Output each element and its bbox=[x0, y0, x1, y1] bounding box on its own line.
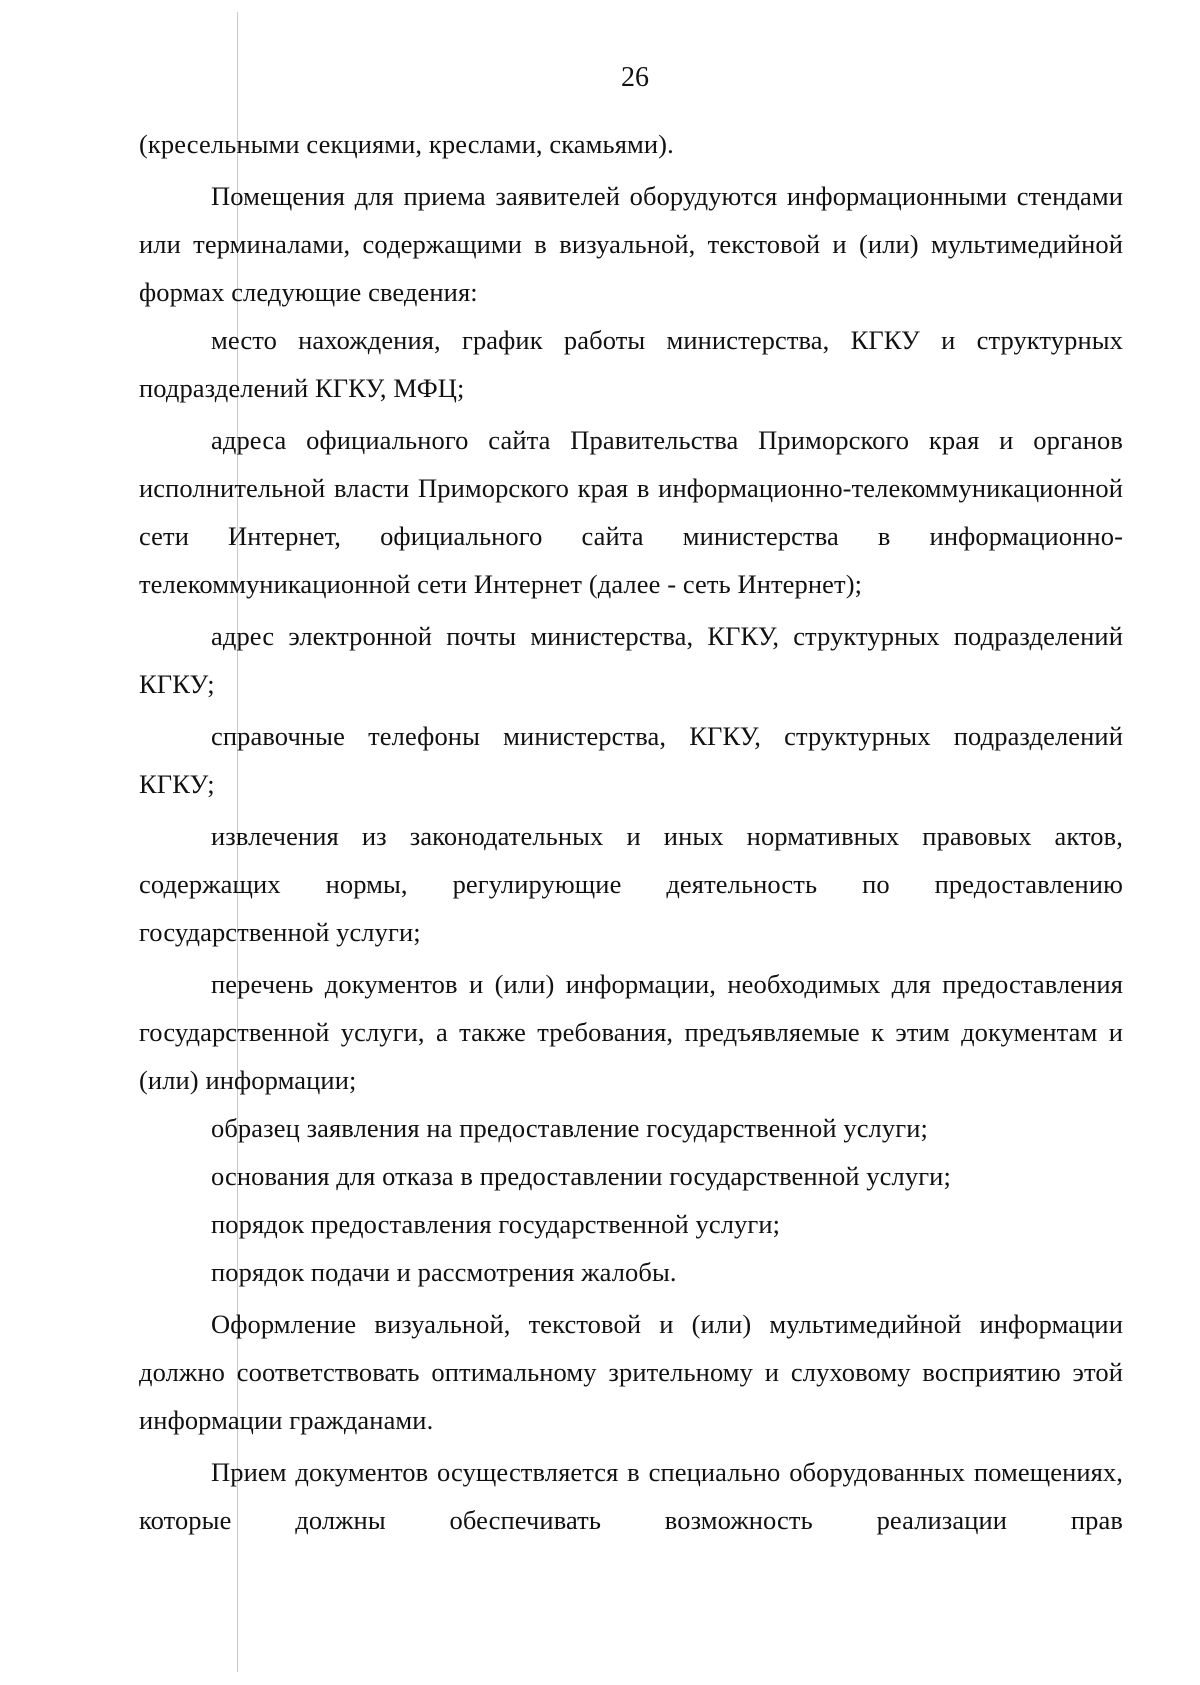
paragraph-reception: Прием документов осуществляется в специально оборудованных помещениях, которые должны обеспечивать возможность реализации прав bbox=[139, 1457, 1123, 1535]
list-item-location: место нахождения, график работы министерства, КГКУ и структурных подразделений КГКУ, МФЦ; bbox=[139, 325, 1123, 403]
list-item-websites: адреса официального сайта Правительства Приморского края и органов исполнительной власти Приморского края в информационно-телекоммуникационной сети Интернет, официального сайта министерства в информационно-телекоммуникационной сети Интернет (далее - сеть Интернет); bbox=[139, 425, 1123, 599]
paragraph-design: Оформление визуальной, текстовой и (или) мультимедийной информации должно соответствовать оптимальному зрительному и слуховому восприятию этой информации гражданами. bbox=[139, 1309, 1123, 1435]
list-item-phones: справочные телефоны министерства, КГКУ, структурных подразделений КГКУ; bbox=[139, 721, 1123, 799]
list-item-refusal-grounds: основания для отказа в предоставлении государственной услуги; bbox=[211, 1161, 951, 1191]
page-number: 26 bbox=[621, 62, 649, 93]
list-item-complaints: порядок подачи и рассмотрения жалобы. bbox=[211, 1257, 677, 1287]
list-item-documents: перечень документов и (или) информации, необходимых для предоставления государственной услуги, а также требования, предъявляемые к этим документам и (или) информации; bbox=[139, 969, 1123, 1095]
list-item-procedure: порядок предоставления государственной услуги; bbox=[211, 1209, 781, 1239]
list-item-application-sample: образец заявления на предоставление государственной услуги; bbox=[211, 1113, 928, 1143]
paragraph-continuation: (кресельными секциями, креслами, скамьями). bbox=[139, 129, 674, 159]
document-body bbox=[139, 120, 1123, 1544]
paragraph-premises: Помещения для приема заявителей оборудуются информационными стендами или терминалами, содержащими в визуальной, текстовой и (или) мультимедийной формах следующие сведения: bbox=[139, 181, 1123, 307]
list-item-email: адрес электронной почты министерства, КГКУ, структурных подразделений КГКУ; bbox=[139, 621, 1123, 699]
list-item-legal-extracts: извлечения из законодательных и иных нормативных правовых актов, содержащих нормы, регулирующие деятельность по предоставлению государственной услуги; bbox=[139, 821, 1123, 947]
